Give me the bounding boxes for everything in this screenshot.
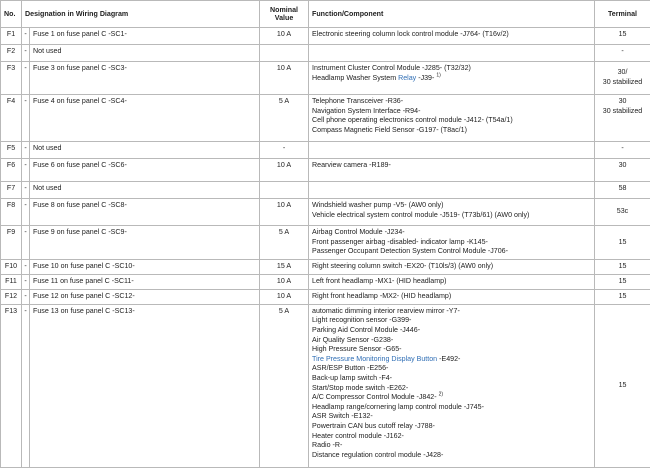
function-line: Windshield washer pump -V5- (AW0 only): [312, 201, 591, 211]
row-no: F13: [1, 304, 22, 467]
table-row: [1, 45, 650, 62]
function-line: Radio -R-: [312, 441, 591, 451]
row-terminal: 15: [595, 259, 650, 274]
row-no: F11: [1, 274, 22, 289]
function-line: Headlamp range/cornering lamp control module -J745-: [312, 403, 591, 413]
row-value: 10 A: [260, 159, 309, 182]
function-line: ASR Switch -E132-: [312, 412, 591, 422]
ac-text: A/C Compressor Control Module -J842-: [312, 393, 437, 401]
row-designation: Fuse 9 on fuse panel C -SC9-: [30, 226, 260, 260]
function-line: Rearview camera -R189-: [312, 161, 591, 171]
row-terminal: [595, 95, 650, 142]
row-value: [260, 182, 309, 199]
tpms-link[interactable]: Tire Pressure Monitoring Display Button: [312, 355, 437, 363]
row-function: [309, 289, 595, 304]
function-line: ASR/ESP Button -E256-: [312, 364, 591, 374]
table-row: [1, 304, 650, 467]
row-designation: Fuse 12 on fuse panel C -SC12-: [30, 289, 260, 304]
row-function: [309, 28, 595, 45]
table-row: [1, 274, 650, 289]
row-value: 10 A: [260, 274, 309, 289]
footnote-2: 2): [439, 392, 443, 398]
row-terminal: 15: [595, 304, 650, 467]
function-line: Airbag Control Module -J234-: [312, 228, 591, 238]
row-designation: Fuse 8 on fuse panel C -SC8-: [30, 199, 260, 226]
row-designation: Fuse 13 on fuse panel C -SC13-: [30, 304, 260, 467]
row-function: [309, 182, 595, 199]
row-no: F5: [1, 142, 22, 159]
header-nominal-line1: Nominal: [270, 6, 298, 14]
table-row: [1, 142, 650, 159]
row-terminal: -: [595, 45, 650, 62]
function-line: Navigation System Interface -R94-: [312, 107, 591, 117]
function-line: Vehicle electrical system control module -J519- (T73b/61) (AW0 only): [312, 211, 591, 221]
function-line: Light recognition sensor -G399-: [312, 316, 591, 326]
row-function: [309, 142, 595, 159]
function-line-tpms: [312, 355, 591, 365]
function-line-relay: [312, 74, 591, 84]
row-function: [309, 159, 595, 182]
header-designation-label: Designation in Wiring Diagram: [25, 10, 128, 18]
function-line: Back-up lamp switch -F4-: [312, 374, 591, 384]
function-line: automatic dimming interior rearview mirror -Y7-: [312, 307, 591, 317]
row-dash: -: [22, 304, 30, 467]
row-dash: -: [22, 62, 30, 95]
header-nominal-line2: Value: [275, 14, 294, 22]
row-terminal: 15: [595, 28, 650, 45]
function-line: Instrument Cluster Control Module -J285- (T32/32): [312, 64, 591, 74]
row-dash: -: [22, 274, 30, 289]
row-no: F3: [1, 62, 22, 95]
row-function: [309, 45, 595, 62]
row-dash: -: [22, 28, 30, 45]
row-function: [309, 199, 595, 226]
row-value: [260, 45, 309, 62]
row-terminal: 15: [595, 274, 650, 289]
table-row: [1, 28, 650, 45]
table-row: [1, 62, 650, 95]
function-line: Right front headlamp -MX2- (HID headlamp): [312, 292, 591, 302]
row-terminal: -: [595, 142, 650, 159]
function-line: Electronic steering column lock control module -J764- (T16v/2): [312, 30, 591, 40]
row-dash: -: [22, 142, 30, 159]
function-line: Cell phone operating electronics control module -J412- (T54a/1): [312, 116, 591, 126]
row-terminal: 15: [595, 226, 650, 260]
function-line: Heater control module -J162-: [312, 432, 591, 442]
row-designation: Fuse 10 on fuse panel C -SC10-: [30, 259, 260, 274]
function-line: Parking Aid Control Module -J446-: [312, 326, 591, 336]
row-dash: -: [22, 182, 30, 199]
footnote-1: 1): [436, 72, 440, 78]
header-no: No.: [1, 1, 22, 28]
table-header-row: [1, 1, 650, 28]
row-value: 5 A: [260, 304, 309, 467]
header-nominal-value: [260, 1, 309, 28]
table-row: [1, 289, 650, 304]
function-line: Front passenger airbag -disabled- indicator lamp -K145-: [312, 238, 591, 248]
row-designation: Fuse 4 on fuse panel C -SC4-: [30, 95, 260, 142]
function-line: Air Quality Sensor -G238-: [312, 336, 591, 346]
tpms-post: -E492-: [437, 355, 460, 363]
table-row: [1, 159, 650, 182]
function-line: High Pressure Sensor -G65-: [312, 345, 591, 355]
row-dash: -: [22, 259, 30, 274]
row-dash: -: [22, 95, 30, 142]
table-row: [1, 199, 650, 226]
row-function: [309, 304, 595, 467]
table-row: [1, 95, 650, 142]
row-value: 10 A: [260, 62, 309, 95]
row-designation: Not used: [30, 45, 260, 62]
relay-post: -J39-: [416, 74, 434, 82]
row-value: 5 A: [260, 226, 309, 260]
row-value: 10 A: [260, 28, 309, 45]
terminal-line: 30 stabilized: [598, 107, 647, 117]
row-designation: Fuse 1 on fuse panel C -SC1-: [30, 28, 260, 45]
row-terminal: [595, 62, 650, 95]
row-dash: -: [22, 289, 30, 304]
terminal-line: 30 stabilized: [598, 78, 647, 88]
row-value: -: [260, 142, 309, 159]
row-value: 10 A: [260, 289, 309, 304]
row-function: [309, 226, 595, 260]
terminal-line: 30/: [598, 68, 647, 78]
row-no: F1: [1, 28, 22, 45]
row-function: [309, 259, 595, 274]
row-designation: Fuse 11 on fuse panel C -SC11-: [30, 274, 260, 289]
function-line: Left front headlamp -MX1- (HID headlamp): [312, 277, 591, 287]
row-value: 10 A: [260, 199, 309, 226]
row-value: 5 A: [260, 95, 309, 142]
table-row: [1, 226, 650, 260]
row-no: F7: [1, 182, 22, 199]
row-terminal: 53c: [595, 199, 650, 226]
row-dash: -: [22, 45, 30, 62]
row-no: F12: [1, 289, 22, 304]
row-terminal: 58: [595, 182, 650, 199]
row-no: F9: [1, 226, 22, 260]
row-function: [309, 95, 595, 142]
header-designation: [22, 1, 260, 28]
row-designation: Not used: [30, 182, 260, 199]
row-function: [309, 62, 595, 95]
function-line: Start/Stop mode switch -E262-: [312, 384, 591, 394]
row-terminal: 30: [595, 159, 650, 182]
table-row: [1, 259, 650, 274]
row-designation: Fuse 6 on fuse panel C -SC6-: [30, 159, 260, 182]
header-function: Function/Component: [309, 1, 595, 28]
function-line: Passenger Occupant Detection System Control Module -J706-: [312, 247, 591, 257]
relay-pre: Headlamp Washer System: [312, 74, 398, 82]
function-line: Compass Magnetic Field Sensor -G197- (T8ac/1): [312, 126, 591, 136]
row-no: F4: [1, 95, 22, 142]
function-line: Distance regulation control module -J428-: [312, 451, 591, 461]
row-function: [309, 274, 595, 289]
row-designation: Fuse 3 on fuse panel C -SC3-: [30, 62, 260, 95]
row-designation: Not used: [30, 142, 260, 159]
header-terminal: Terminal: [595, 1, 650, 28]
row-value: 15 A: [260, 259, 309, 274]
row-no: F8: [1, 199, 22, 226]
row-terminal: 15: [595, 289, 650, 304]
function-line: Telephone Transceiver -R36-: [312, 97, 591, 107]
function-line: Powertrain CAN bus cutoff relay -J788-: [312, 422, 591, 432]
table-row: [1, 182, 650, 199]
row-no: F2: [1, 45, 22, 62]
function-line-ac: [312, 393, 591, 403]
row-dash: -: [22, 226, 30, 260]
row-dash: -: [22, 159, 30, 182]
row-dash: -: [22, 199, 30, 226]
function-line: Right steering column switch -EX20- (T10ls/3) (AW0 only): [312, 262, 591, 272]
relay-link[interactable]: Relay: [398, 74, 416, 82]
row-no: F10: [1, 259, 22, 274]
row-no: F6: [1, 159, 22, 182]
terminal-line: 30: [598, 97, 647, 107]
